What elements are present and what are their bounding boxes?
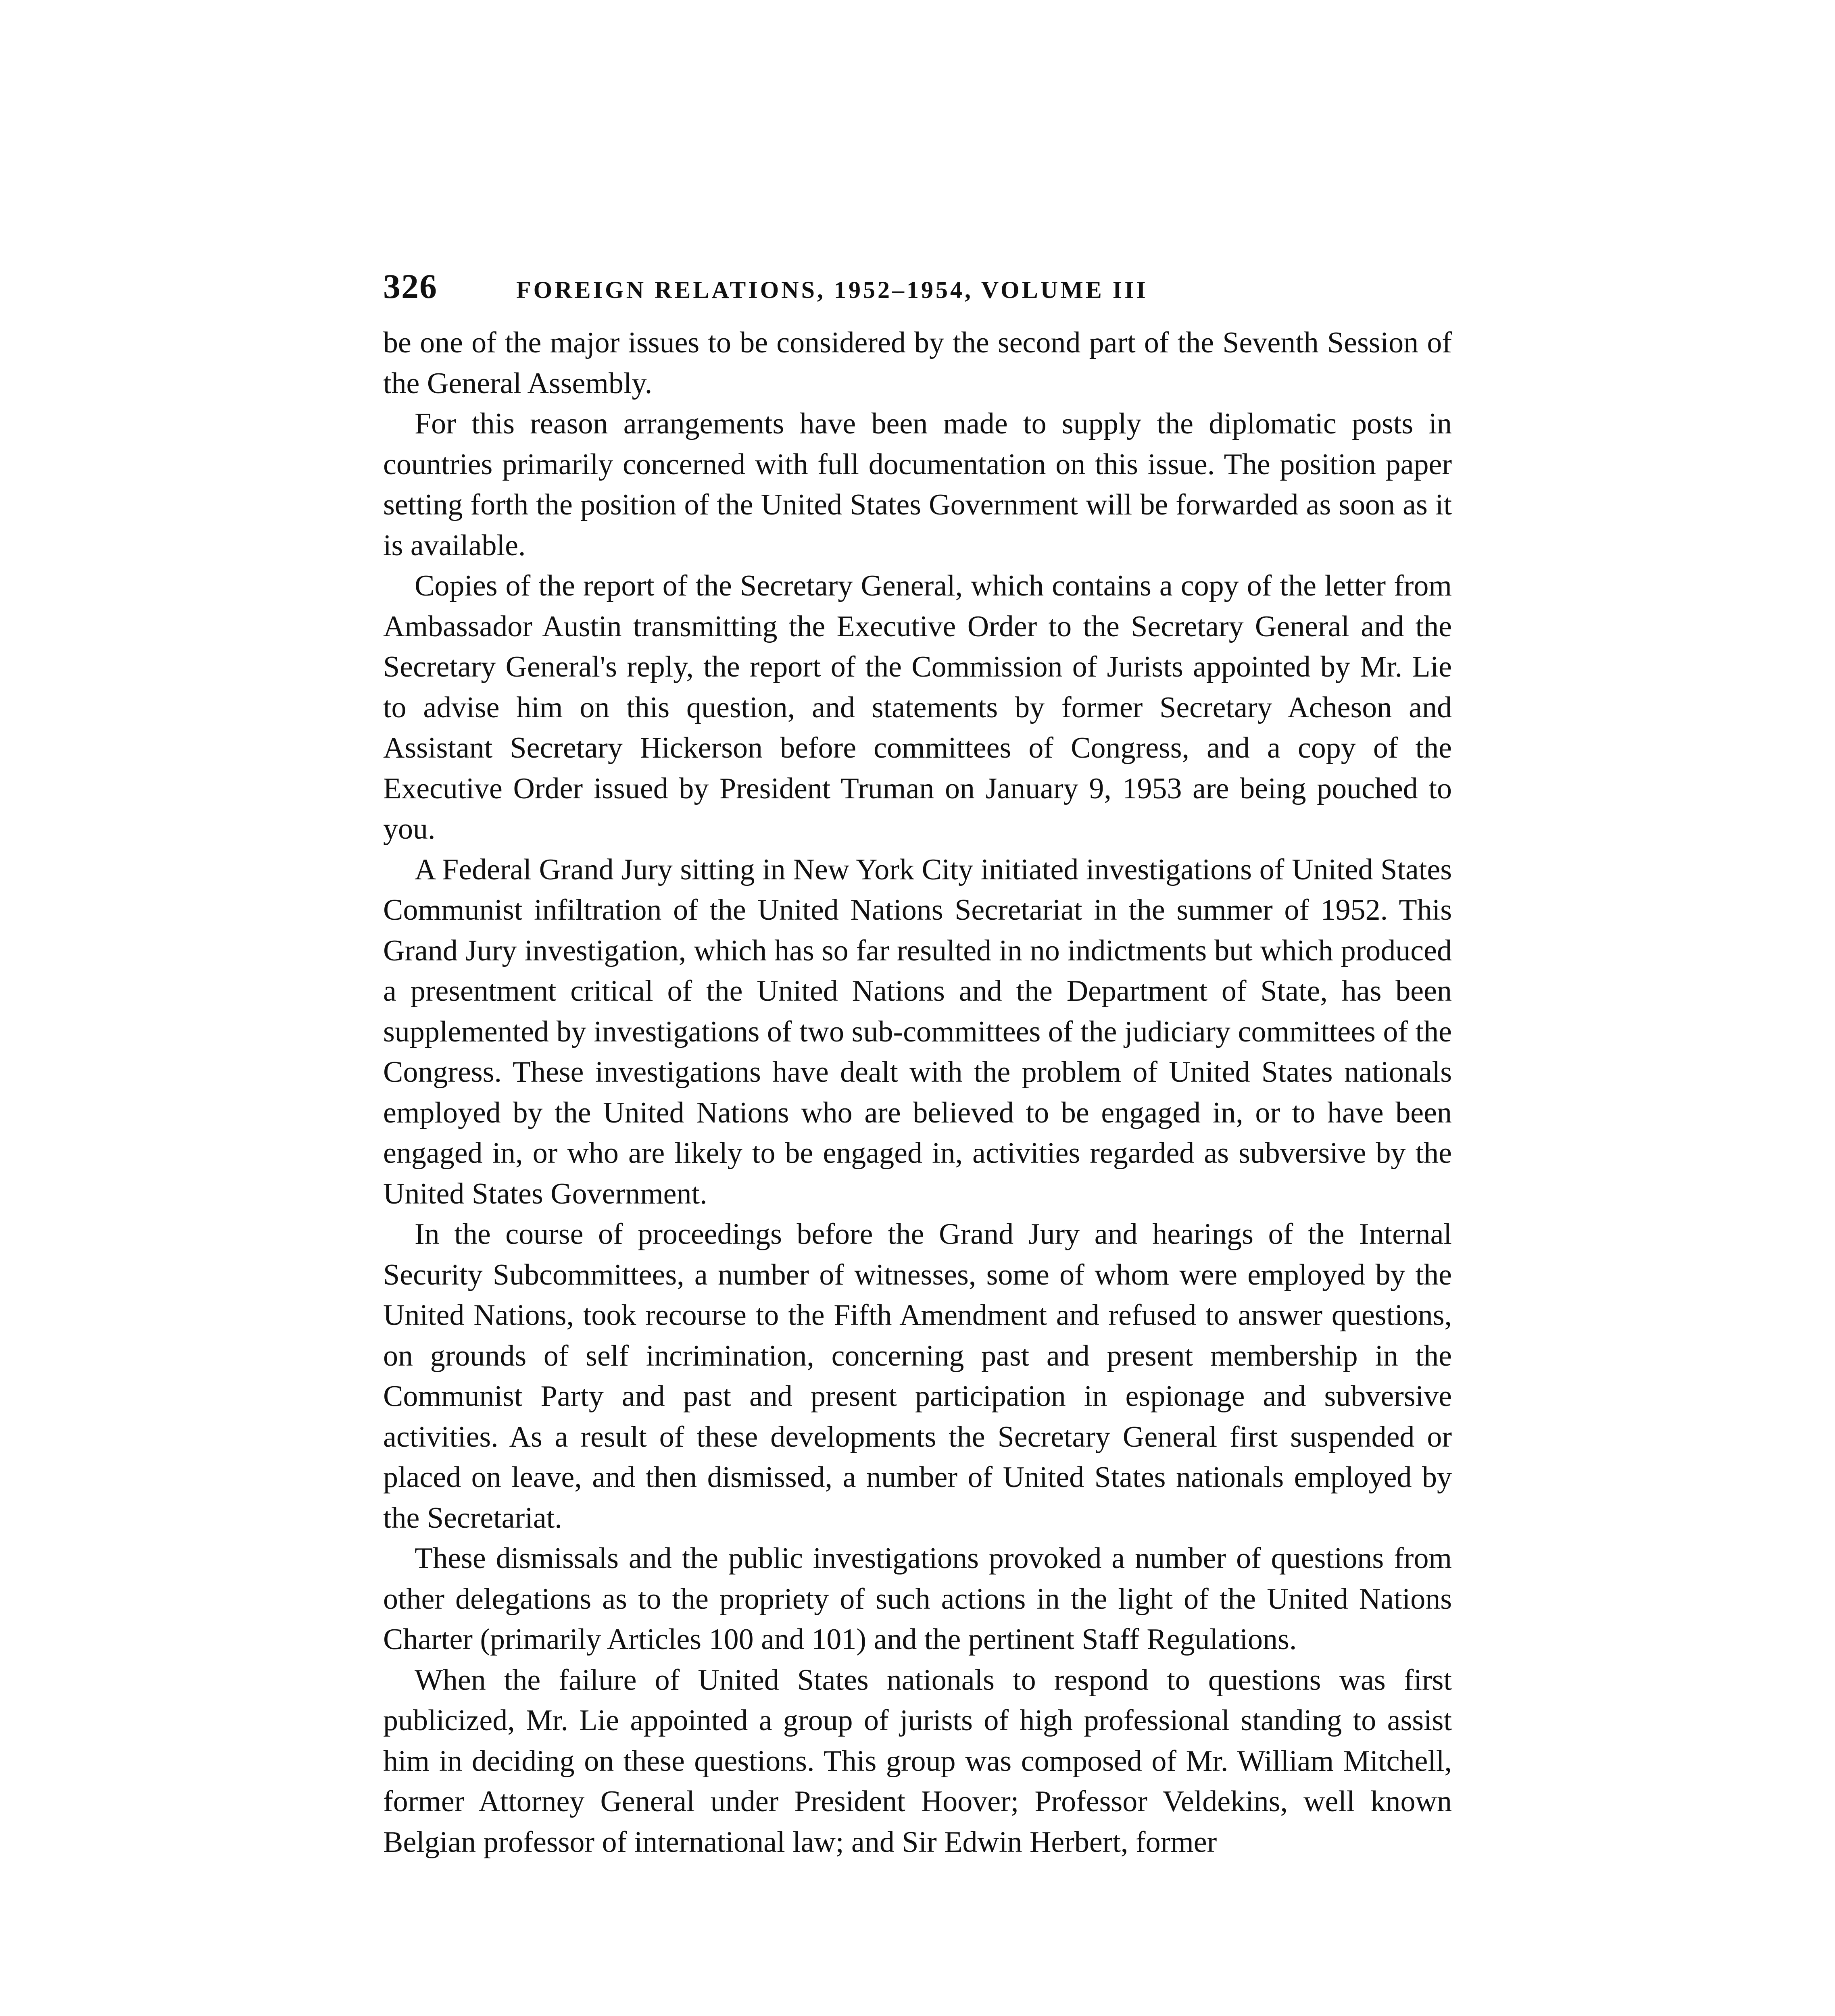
document-page — [383, 266, 1452, 1862]
paragraph-copies-of-report: Copies of the report of the Secretary General, which contains a copy of the letter from Ambassador Austin transmitting the Executive Order to the Secretary General and the Secretary General's reply, the report of the Commission of Jurists appointed by Mr. Lie to advise him on this question, and statements by former Secretary Acheson and Assistant Secretary Hickerson before committees of Congress, and a copy of the Executive Order issued by President Truman on January 9, 1953 are being pouched to you. — [383, 569, 1452, 846]
body-text — [383, 323, 1452, 1862]
paragraph-grand-jury: A Federal Grand Jury sitting in New York City initiated investigations of United States Communist infiltration of the United Nations Secretariat in the summer of 1952. This Grand Jury investigation, which has so far resulted in no indictments but which produced a presentment critical of the United Nations and the Department of State, has been supplemented by investigations of two sub-committees of the judiciary committees of the Congress. These investigations have dealt with the problem of United States nationals employed by the United Nations who are believed to be engaged in, or to have been engaged in, or who are likely to be engaged in, activities regarded as subversive by the United States Government. — [383, 853, 1452, 1210]
paragraph-documentation: For this reason arrangements have been made to supply the diplomatic posts in countries primarily concerned with full documentation on this issue. The position paper setting forth the position of the United States Government will be forwarded as soon as it is available. — [383, 407, 1452, 562]
paragraph-dismissals: These dismissals and the public investigations provoked a number of questions from other delegations as to the propriety of such actions in the light of the United Nations Charter (primarily Articles 100 and 101) and the pertinent Staff Regulations. — [383, 1542, 1452, 1656]
page-header — [383, 266, 1452, 310]
paragraph-proceedings: In the course of proceedings before the Grand Jury and hearings of the Internal Security Subcommittees, a number of witnesses, some of whom were employed by the United Nations, took recourse to the Fifth Amendment and refused to answer questions, on grounds of self incrimination, concerning past and present membership in the Communist Party and past and present participation in espionage and subversive activities. As a result of these developments the Secretary General first suspended or placed on leave, and then dismissed, a number of United States nationals employed by the Secretariat. — [383, 1218, 1452, 1535]
running-title: FOREIGN RELATIONS, 1952–1954, VOLUME III — [516, 277, 1148, 303]
page-number: 326 — [383, 267, 438, 306]
paragraph-continuation: be one of the major issues to be considered by the second part of the Seventh Session of the General Assembly. — [383, 326, 1452, 400]
paragraph-jurists: When the failure of United States nationals to respond to questions was first publicized, Mr. Lie appointed a group of jurists of high professional standing to assist him in deciding on these questions. This group was composed of Mr. William Mitchell, former Attorney General under President Hoover; Professor Veldekins, well known Belgian professor of international law; and Sir Edwin Herbert, former — [383, 1663, 1452, 1859]
